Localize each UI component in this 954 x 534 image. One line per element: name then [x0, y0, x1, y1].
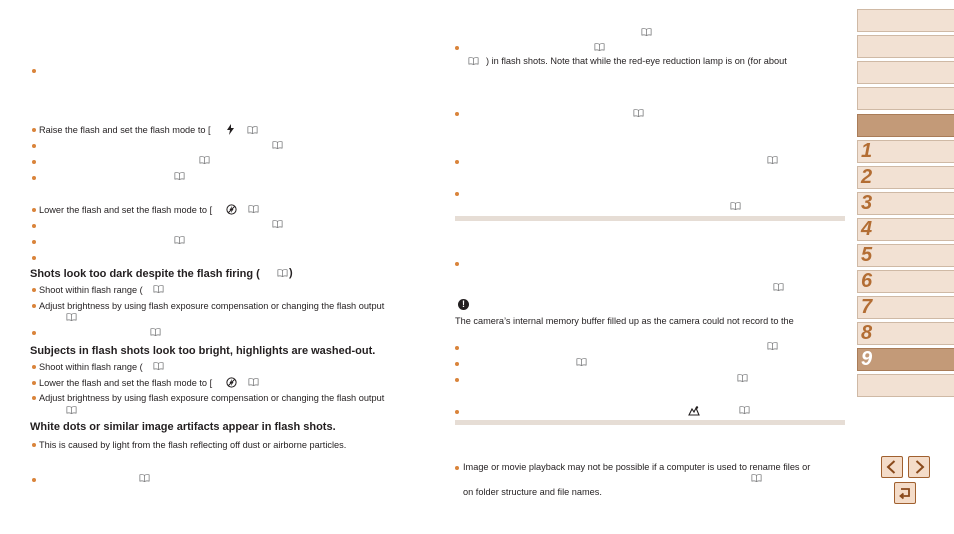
- bullet: [32, 288, 36, 292]
- book-icon[interactable]: [767, 156, 778, 164]
- tab-chapter-5[interactable]: [857, 244, 954, 267]
- book-icon[interactable]: [767, 342, 778, 350]
- book-icon[interactable]: [248, 205, 259, 213]
- book-icon[interactable]: [199, 156, 210, 164]
- tab-before-use[interactable]: [857, 35, 954, 58]
- bullet: [32, 256, 36, 260]
- heading-too-dark: Shots look too dark despite the flash firing (: [30, 268, 260, 280]
- bullet: [455, 466, 459, 470]
- tab-chapter-4[interactable]: [857, 218, 954, 241]
- book-icon[interactable]: [272, 220, 283, 228]
- book-icon[interactable]: [641, 28, 652, 36]
- bullet: [32, 224, 36, 228]
- bullet: [32, 144, 36, 148]
- return-icon: [895, 483, 915, 503]
- bullet: [32, 396, 36, 400]
- book-icon[interactable]: [739, 406, 750, 414]
- playback-text: Image or movie playback may not be possible if a computer is used to rename files or: [463, 462, 811, 472]
- book-icon[interactable]: [272, 141, 283, 149]
- flash-off-icon: [226, 377, 237, 388]
- book-icon[interactable]: [66, 313, 77, 321]
- bullet: [455, 378, 459, 382]
- bullet: [32, 478, 36, 482]
- bullet: [455, 192, 459, 196]
- next-page-button[interactable]: [908, 456, 930, 478]
- tab-advanced[interactable]: [857, 87, 954, 110]
- dark-range-text: Shoot within flash range (: [39, 285, 143, 295]
- tab-basic-guide[interactable]: [857, 114, 954, 137]
- tab-number: 1: [861, 140, 873, 162]
- red-eye-text: ) in flash shots. Note that while the red-eye reduction lamp is on (for about: [486, 56, 787, 66]
- bright-lower-text: Lower the flash and set the flash mode to [: [39, 378, 213, 388]
- book-icon[interactable]: [594, 43, 605, 51]
- book-icon[interactable]: [730, 202, 741, 210]
- scene-icon: [688, 405, 700, 417]
- bullet: [455, 46, 459, 50]
- tab-number: 7: [861, 296, 873, 318]
- tab-number: 2: [861, 166, 873, 188]
- bullet: [32, 443, 36, 447]
- next-page-icon: [909, 457, 929, 477]
- prev-page-icon: [882, 457, 902, 477]
- book-icon[interactable]: [773, 283, 784, 291]
- bullet: [32, 176, 36, 180]
- bullet: [455, 362, 459, 366]
- tab-number: 6: [861, 270, 873, 292]
- tab-chapter-8[interactable]: [857, 322, 954, 345]
- bullet: [32, 69, 36, 73]
- tab-chapter-7[interactable]: [857, 296, 954, 319]
- section-divider: [455, 216, 845, 221]
- tab-cover[interactable]: [857, 9, 954, 32]
- prev-page-button[interactable]: [881, 456, 903, 478]
- bullet: [455, 112, 459, 116]
- bullet: [32, 365, 36, 369]
- tab-chapter-2[interactable]: [857, 166, 954, 189]
- book-icon[interactable]: [153, 362, 164, 370]
- flash-off-icon: [226, 204, 237, 215]
- return-button[interactable]: [894, 482, 916, 504]
- bullet: [32, 240, 36, 244]
- book-icon[interactable]: [468, 57, 479, 65]
- paren-close: ): [289, 267, 293, 279]
- tab-number: 8: [861, 322, 873, 344]
- tab-chapter-9[interactable]: [857, 348, 954, 371]
- book-icon[interactable]: [277, 269, 288, 277]
- bullet: [455, 410, 459, 414]
- tab-number: 5: [861, 244, 873, 266]
- bullet: [455, 262, 459, 266]
- book-icon[interactable]: [174, 172, 185, 180]
- heading-white-dots: White dots or similar image artifacts appear in flash shots.: [30, 421, 336, 433]
- tab-number: 4: [861, 218, 873, 240]
- tab-common-ops[interactable]: [857, 61, 954, 84]
- bright-range-text: Shoot within flash range (: [39, 362, 143, 372]
- tab-index[interactable]: [857, 374, 954, 397]
- tab-number: 9: [861, 348, 873, 370]
- tab-number: 3: [861, 192, 873, 214]
- bullet: [32, 208, 36, 212]
- raise-flash-text: Raise the flash and set the flash mode to [: [39, 125, 211, 135]
- bullet: [455, 160, 459, 164]
- folder-text: on folder structure and file names.: [463, 487, 602, 497]
- white-dots-text: This is caused by light from the flash reflecting off dust or airborne particles.: [39, 440, 347, 450]
- section-divider: [455, 420, 845, 425]
- tab-chapter-3[interactable]: [857, 192, 954, 215]
- bright-adjust-text: Adjust brightness by using flash exposure compensation or changing the flash output: [39, 393, 385, 403]
- buffer-text: The camera’s internal memory buffer filled up as the camera could not record to the: [455, 316, 794, 326]
- tab-chapter-6[interactable]: [857, 270, 954, 293]
- dark-adjust-text: Adjust brightness by using flash exposure compensation or changing the flash output: [39, 301, 385, 311]
- book-icon[interactable]: [139, 474, 150, 482]
- book-icon[interactable]: [737, 374, 748, 382]
- bullet: [455, 346, 459, 350]
- bullet: [32, 160, 36, 164]
- book-icon[interactable]: [633, 109, 644, 117]
- flash-on-icon: [226, 124, 235, 135]
- book-icon[interactable]: [153, 285, 164, 293]
- heading-too-bright: Subjects in flash shots look too bright, highlights are washed-out.: [30, 345, 376, 357]
- book-icon[interactable]: [576, 358, 587, 366]
- tab-chapter-1[interactable]: [857, 140, 954, 163]
- book-icon[interactable]: [247, 126, 258, 134]
- bullet: [32, 304, 36, 308]
- lower-flash-text: Lower the flash and set the flash mode to [: [39, 205, 213, 215]
- book-icon[interactable]: [174, 236, 185, 244]
- book-icon[interactable]: [66, 406, 77, 414]
- book-icon[interactable]: [150, 328, 161, 336]
- bullet: [32, 331, 36, 335]
- bullet: [32, 381, 36, 385]
- book-icon[interactable]: [751, 474, 762, 482]
- bullet: [32, 128, 36, 132]
- book-icon[interactable]: [248, 378, 259, 386]
- caution-icon: !: [458, 299, 469, 310]
